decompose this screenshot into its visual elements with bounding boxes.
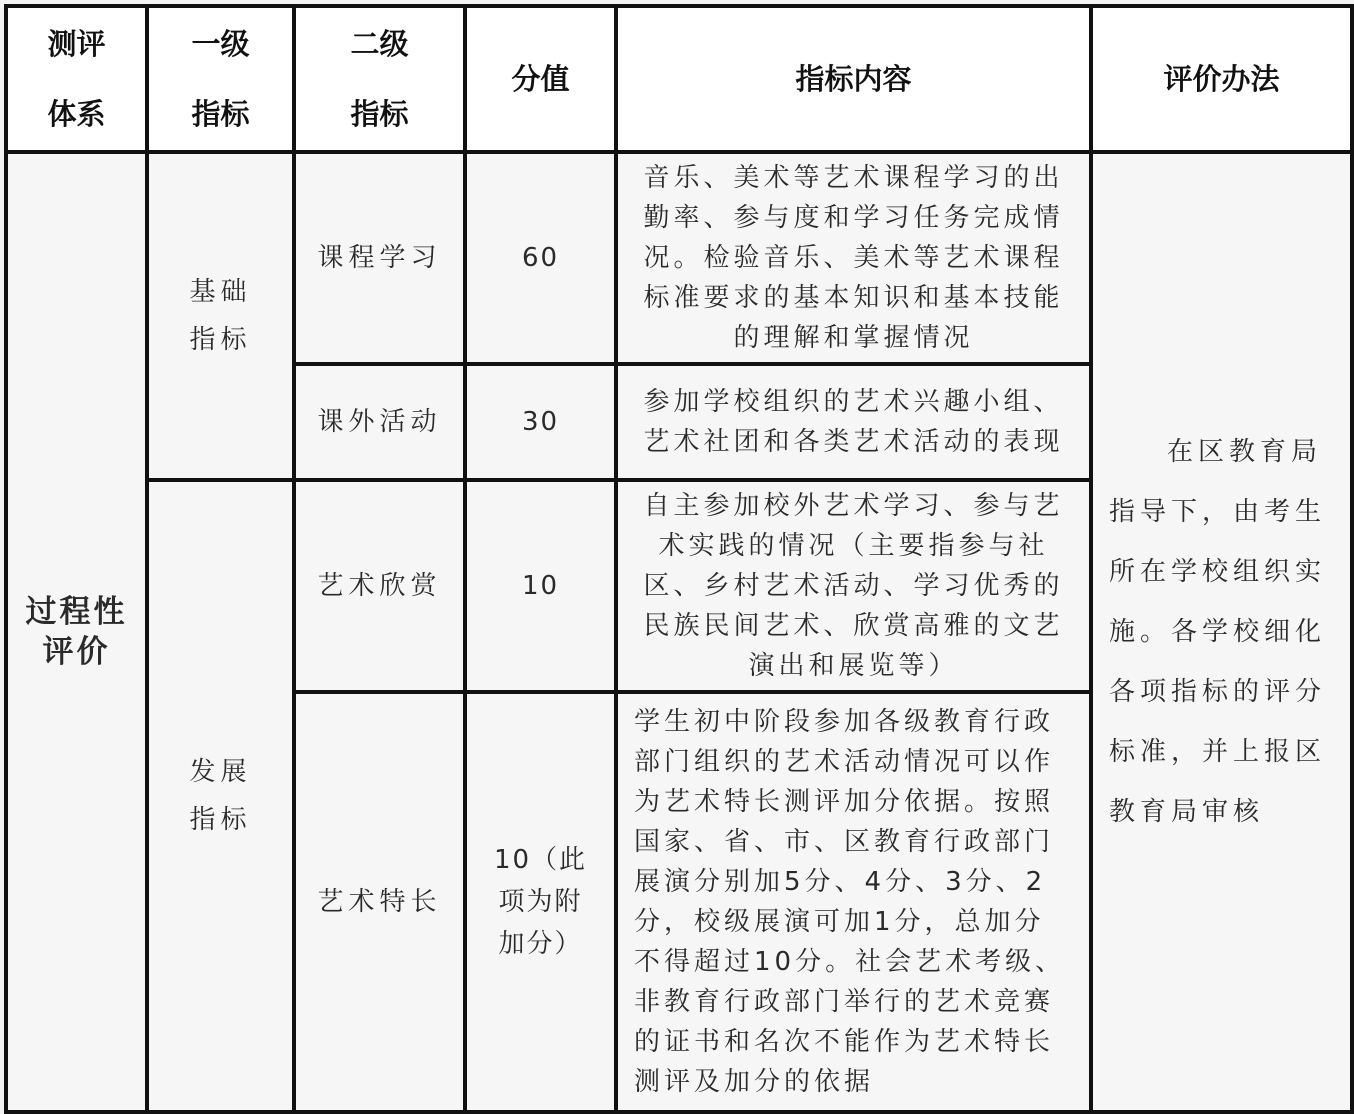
level1-basic-cell: 基础 指标	[147, 152, 294, 480]
header-method: 评价办法	[1091, 6, 1352, 152]
header-system: 测评 体系	[6, 6, 147, 152]
level2-cell: 课程学习	[294, 152, 465, 364]
header-row	[6, 6, 1352, 152]
evaluation-table	[4, 4, 1354, 1114]
header-score: 分值	[465, 6, 616, 152]
score-cell: 30	[465, 364, 616, 480]
level2-cell: 艺术欣赏	[294, 480, 465, 692]
table-row	[6, 152, 1352, 364]
score-cell: 10	[465, 480, 616, 692]
content-cell: 参加学校组织的艺术兴趣小组、艺术社团和各类艺术活动的表现	[616, 364, 1091, 480]
content-cell: 学生初中阶段参加各级教育行政部门组织的艺术活动情况可以作为艺术特长测评加分依据。按照国家、省、市、区教育行政部门展演分别加5分、4分、3分、2分，校级展演可加1分，总加分不得超过10分。社会艺术考级、非教育行政部门举行的艺术竞赛的证书和名次不能作为艺术特长测评及加分的依据	[616, 692, 1091, 1112]
header-level1: 一级 指标	[147, 6, 294, 152]
level2-cell: 课外活动	[294, 364, 465, 480]
level2-cell: 艺术特长	[294, 692, 465, 1112]
score-cell: 10（此 项为附 加分）	[465, 692, 616, 1112]
score-cell: 60	[465, 152, 616, 364]
content-cell: 自主参加校外艺术学习、参与艺术实践的情况（主要指参与社区、乡村艺术活动、学习优秀的民族民间艺术、欣赏高雅的文艺演出和展览等）	[616, 480, 1091, 692]
level1-development-cell: 发展 指标	[147, 480, 294, 1112]
content-cell: 音乐、美术等艺术课程学习的出勤率、参与度和学习任务完成情况。检验音乐、美术等艺术课程标准要求的基本知识和基本技能的理解和掌握情况	[616, 152, 1091, 364]
header-level2: 二级 指标	[294, 6, 465, 152]
system-cell: 过程性 评价	[6, 152, 147, 1112]
method-cell: 在区教育局指导下，由考生所在学校组织实施。各学校细化各项指标的评分标准，并上报区教育局审核	[1091, 152, 1352, 1112]
header-content: 指标内容	[616, 6, 1091, 152]
